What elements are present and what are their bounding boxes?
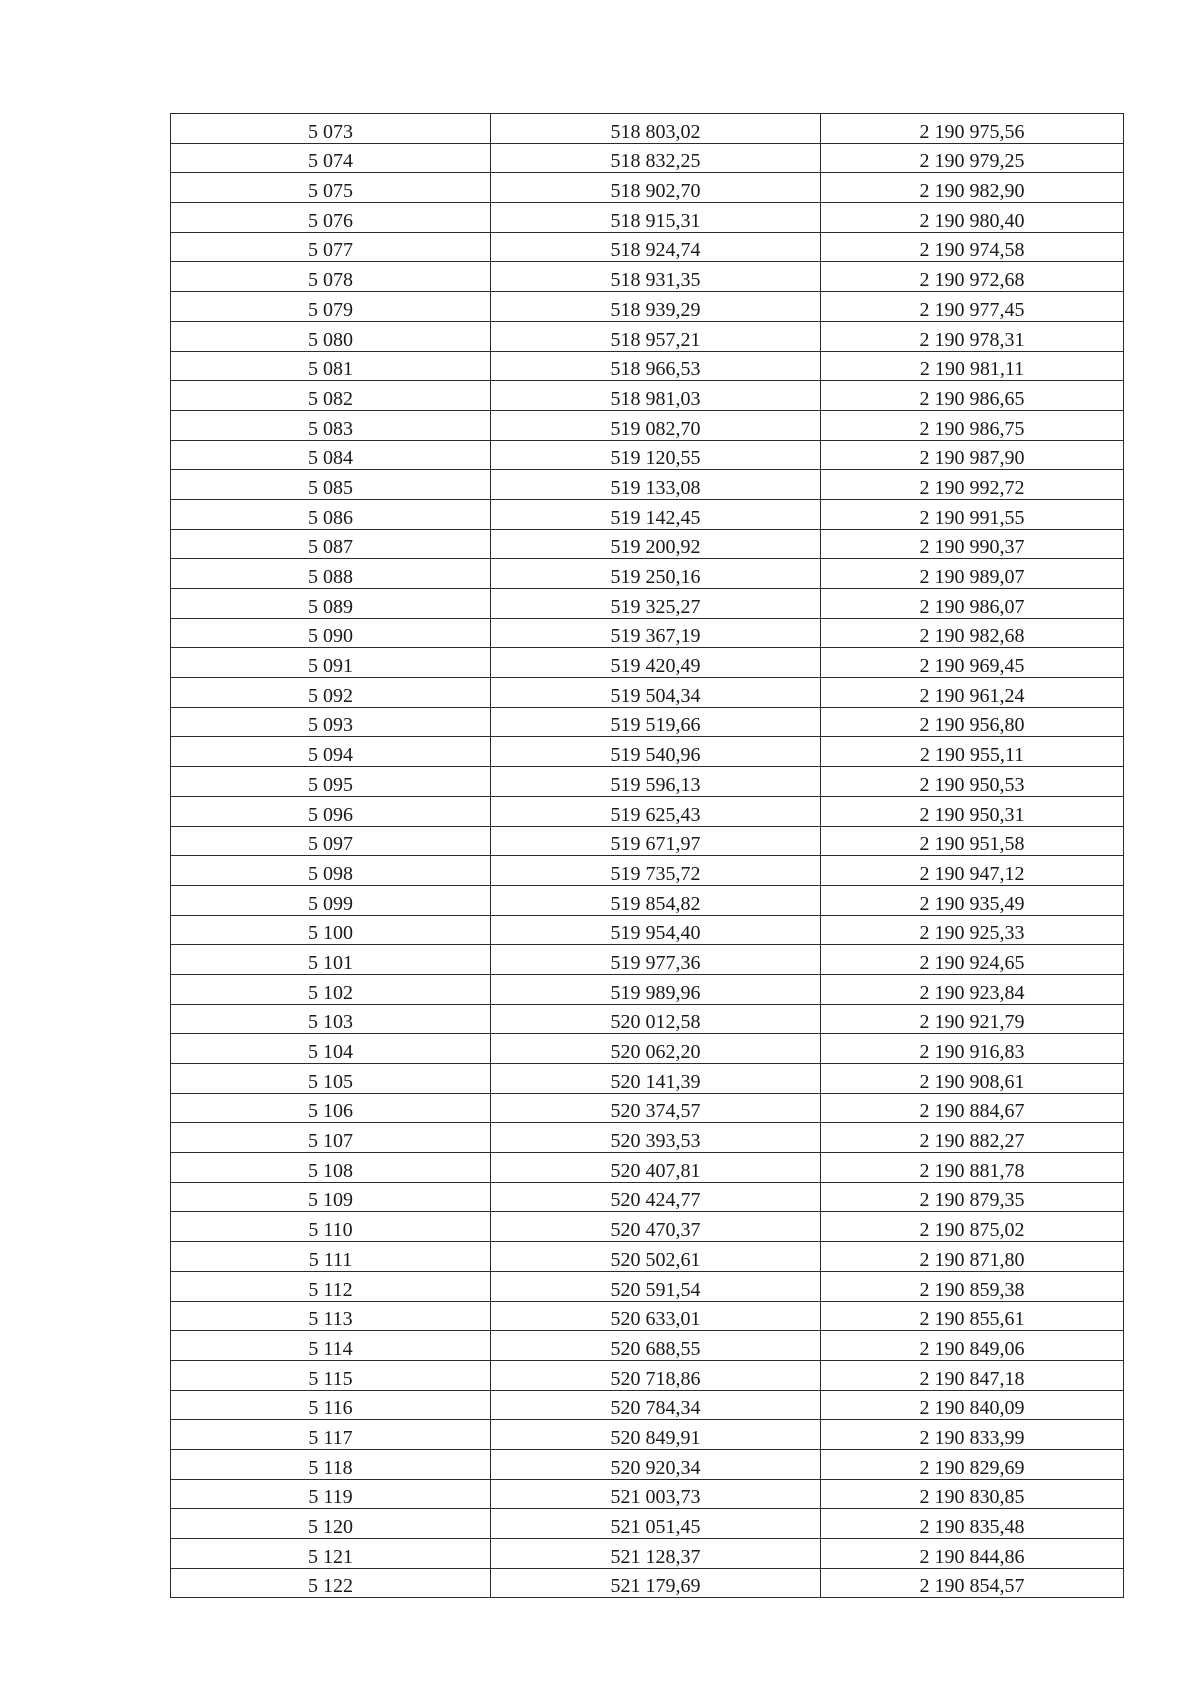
x-coordinate-cell: 518 915,31 [491,203,821,233]
y-coordinate-cell: 2 190 974,58 [821,232,1124,262]
y-coordinate-cell: 2 190 991,55 [821,499,1124,529]
table-row [171,796,1124,826]
y-coordinate-cell: 2 190 961,24 [821,678,1124,708]
table-row [171,767,1124,797]
x-coordinate-cell: 518 957,21 [491,321,821,351]
y-coordinate-cell: 2 190 908,61 [821,1064,1124,1094]
point-number-cell: 5 112 [171,1271,491,1301]
point-number-cell: 5 118 [171,1449,491,1479]
point-number-cell: 5 094 [171,737,491,767]
x-coordinate-cell: 519 325,27 [491,589,821,619]
y-coordinate-cell: 2 190 989,07 [821,559,1124,589]
x-coordinate-cell: 518 981,03 [491,381,821,411]
x-coordinate-cell: 518 966,53 [491,351,821,381]
x-coordinate-cell: 520 920,34 [491,1449,821,1479]
point-number-cell: 5 100 [171,915,491,945]
point-number-cell: 5 074 [171,143,491,173]
x-coordinate-cell: 520 849,91 [491,1420,821,1450]
y-coordinate-cell: 2 190 855,61 [821,1301,1124,1331]
point-number-cell: 5 091 [171,648,491,678]
y-coordinate-cell: 2 190 835,48 [821,1509,1124,1539]
x-coordinate-cell: 520 591,54 [491,1271,821,1301]
x-coordinate-cell: 518 803,02 [491,114,821,144]
y-coordinate-cell: 2 190 982,68 [821,618,1124,648]
point-number-cell: 5 088 [171,559,491,589]
table-row [171,1539,1124,1569]
x-coordinate-cell: 519 989,96 [491,974,821,1004]
table-row [171,589,1124,619]
y-coordinate-cell: 2 190 986,07 [821,589,1124,619]
x-coordinate-cell: 519 854,82 [491,885,821,915]
x-coordinate-cell: 519 519,66 [491,707,821,737]
x-coordinate-cell: 519 367,19 [491,618,821,648]
y-coordinate-cell: 2 190 950,31 [821,796,1124,826]
point-number-cell: 5 113 [171,1301,491,1331]
point-number-cell: 5 106 [171,1093,491,1123]
table-row [171,1301,1124,1331]
x-coordinate-cell: 520 062,20 [491,1034,821,1064]
y-coordinate-cell: 2 190 840,09 [821,1390,1124,1420]
point-number-cell: 5 092 [171,678,491,708]
table-row [171,678,1124,708]
table-row [171,143,1124,173]
point-number-cell: 5 115 [171,1360,491,1390]
table-row [171,826,1124,856]
table-row [171,1182,1124,1212]
table-row [171,1271,1124,1301]
x-coordinate-cell: 520 688,55 [491,1331,821,1361]
point-number-cell: 5 090 [171,618,491,648]
point-number-cell: 5 080 [171,321,491,351]
x-coordinate-cell: 518 939,29 [491,292,821,322]
y-coordinate-cell: 2 190 947,12 [821,856,1124,886]
table-row [171,173,1124,203]
point-number-cell: 5 081 [171,351,491,381]
point-number-cell: 5 102 [171,974,491,1004]
y-coordinate-cell: 2 190 987,90 [821,440,1124,470]
table-row [171,1360,1124,1390]
x-coordinate-cell: 520 470,37 [491,1212,821,1242]
table-row [171,1153,1124,1183]
y-coordinate-cell: 2 190 854,57 [821,1568,1124,1598]
point-number-cell: 5 101 [171,945,491,975]
x-coordinate-cell: 518 832,25 [491,143,821,173]
table-row [171,1093,1124,1123]
y-coordinate-cell: 2 190 875,02 [821,1212,1124,1242]
x-coordinate-cell: 519 671,97 [491,826,821,856]
y-coordinate-cell: 2 190 951,58 [821,826,1124,856]
table-row [171,1449,1124,1479]
table-row [171,203,1124,233]
y-coordinate-cell: 2 190 981,11 [821,351,1124,381]
x-coordinate-cell: 519 420,49 [491,648,821,678]
x-coordinate-cell: 519 977,36 [491,945,821,975]
table-row [171,232,1124,262]
x-coordinate-cell: 519 504,34 [491,678,821,708]
table-row [171,440,1124,470]
point-number-cell: 5 116 [171,1390,491,1420]
x-coordinate-cell: 520 407,81 [491,1153,821,1183]
table-row [171,114,1124,144]
table-row [171,470,1124,500]
coordinates-table [170,113,1124,1598]
table-row [171,321,1124,351]
x-coordinate-cell: 519 200,92 [491,529,821,559]
point-number-cell: 5 084 [171,440,491,470]
y-coordinate-cell: 2 190 921,79 [821,1004,1124,1034]
y-coordinate-cell: 2 190 972,68 [821,262,1124,292]
y-coordinate-cell: 2 190 975,56 [821,114,1124,144]
x-coordinate-cell: 520 424,77 [491,1182,821,1212]
table-row [171,529,1124,559]
x-coordinate-cell: 519 954,40 [491,915,821,945]
y-coordinate-cell: 2 190 829,69 [821,1449,1124,1479]
point-number-cell: 5 110 [171,1212,491,1242]
y-coordinate-cell: 2 190 980,40 [821,203,1124,233]
table-row [171,648,1124,678]
point-number-cell: 5 077 [171,232,491,262]
table-row [171,381,1124,411]
x-coordinate-cell: 520 374,57 [491,1093,821,1123]
table-row [171,1034,1124,1064]
table-row [171,292,1124,322]
table-row [171,1420,1124,1450]
y-coordinate-cell: 2 190 950,53 [821,767,1124,797]
table-row [171,856,1124,886]
point-number-cell: 5 093 [171,707,491,737]
point-number-cell: 5 108 [171,1153,491,1183]
x-coordinate-cell: 521 051,45 [491,1509,821,1539]
table-row [171,1390,1124,1420]
point-number-cell: 5 103 [171,1004,491,1034]
x-coordinate-cell: 519 133,08 [491,470,821,500]
y-coordinate-cell: 2 190 978,31 [821,321,1124,351]
point-number-cell: 5 086 [171,499,491,529]
point-number-cell: 5 089 [171,589,491,619]
y-coordinate-cell: 2 190 924,65 [821,945,1124,975]
point-number-cell: 5 119 [171,1479,491,1509]
y-coordinate-cell: 2 190 849,06 [821,1331,1124,1361]
y-coordinate-cell: 2 190 884,67 [821,1093,1124,1123]
point-number-cell: 5 096 [171,796,491,826]
table-row [171,1331,1124,1361]
y-coordinate-cell: 2 190 990,37 [821,529,1124,559]
point-number-cell: 5 099 [171,885,491,915]
x-coordinate-cell: 519 625,43 [491,796,821,826]
x-coordinate-cell: 519 082,70 [491,410,821,440]
table-row [171,1123,1124,1153]
point-number-cell: 5 109 [171,1182,491,1212]
point-number-cell: 5 121 [171,1539,491,1569]
x-coordinate-cell: 520 784,34 [491,1390,821,1420]
y-coordinate-cell: 2 190 881,78 [821,1153,1124,1183]
y-coordinate-cell: 2 190 830,85 [821,1479,1124,1509]
table-row [171,499,1124,529]
y-coordinate-cell: 2 190 923,84 [821,974,1124,1004]
point-number-cell: 5 076 [171,203,491,233]
x-coordinate-cell: 520 633,01 [491,1301,821,1331]
y-coordinate-cell: 2 190 916,83 [821,1034,1124,1064]
x-coordinate-cell: 520 718,86 [491,1360,821,1390]
point-number-cell: 5 075 [171,173,491,203]
table-row [171,1212,1124,1242]
x-coordinate-cell: 520 141,39 [491,1064,821,1094]
point-number-cell: 5 079 [171,292,491,322]
y-coordinate-cell: 2 190 977,45 [821,292,1124,322]
table-row [171,974,1124,1004]
y-coordinate-cell: 2 190 986,75 [821,410,1124,440]
table-row [171,915,1124,945]
point-number-cell: 5 073 [171,114,491,144]
x-coordinate-cell: 520 393,53 [491,1123,821,1153]
table-row [171,262,1124,292]
y-coordinate-cell: 2 190 982,90 [821,173,1124,203]
point-number-cell: 5 104 [171,1034,491,1064]
table-row [171,1509,1124,1539]
y-coordinate-cell: 2 190 844,86 [821,1539,1124,1569]
y-coordinate-cell: 2 190 882,27 [821,1123,1124,1153]
table-row [171,410,1124,440]
table-row [171,945,1124,975]
x-coordinate-cell: 518 924,74 [491,232,821,262]
table-row [171,885,1124,915]
x-coordinate-cell: 519 250,16 [491,559,821,589]
x-coordinate-cell: 519 540,96 [491,737,821,767]
point-number-cell: 5 097 [171,826,491,856]
y-coordinate-cell: 2 190 859,38 [821,1271,1124,1301]
x-coordinate-cell: 518 931,35 [491,262,821,292]
y-coordinate-cell: 2 190 979,25 [821,143,1124,173]
table-row [171,737,1124,767]
y-coordinate-cell: 2 190 956,80 [821,707,1124,737]
point-number-cell: 5 122 [171,1568,491,1598]
x-coordinate-cell: 520 012,58 [491,1004,821,1034]
point-number-cell: 5 078 [171,262,491,292]
y-coordinate-cell: 2 190 935,49 [821,885,1124,915]
point-number-cell: 5 087 [171,529,491,559]
x-coordinate-cell: 519 596,13 [491,767,821,797]
table-row [171,351,1124,381]
point-number-cell: 5 083 [171,410,491,440]
point-number-cell: 5 095 [171,767,491,797]
table-row [171,1479,1124,1509]
table-row [171,1064,1124,1094]
point-number-cell: 5 111 [171,1242,491,1272]
coordinates-table-body [171,114,1124,1598]
y-coordinate-cell: 2 190 925,33 [821,915,1124,945]
table-row [171,1004,1124,1034]
x-coordinate-cell: 521 179,69 [491,1568,821,1598]
table-row [171,618,1124,648]
point-number-cell: 5 105 [171,1064,491,1094]
y-coordinate-cell: 2 190 879,35 [821,1182,1124,1212]
table-row [171,707,1124,737]
table-row [171,1242,1124,1272]
point-number-cell: 5 098 [171,856,491,886]
point-number-cell: 5 120 [171,1509,491,1539]
x-coordinate-cell: 519 120,55 [491,440,821,470]
y-coordinate-cell: 2 190 986,65 [821,381,1124,411]
table-row [171,1568,1124,1598]
table-row [171,559,1124,589]
point-number-cell: 5 085 [171,470,491,500]
x-coordinate-cell: 519 735,72 [491,856,821,886]
x-coordinate-cell: 521 128,37 [491,1539,821,1569]
point-number-cell: 5 082 [171,381,491,411]
y-coordinate-cell: 2 190 955,11 [821,737,1124,767]
x-coordinate-cell: 518 902,70 [491,173,821,203]
y-coordinate-cell: 2 190 969,45 [821,648,1124,678]
point-number-cell: 5 117 [171,1420,491,1450]
y-coordinate-cell: 2 190 833,99 [821,1420,1124,1450]
x-coordinate-cell: 521 003,73 [491,1479,821,1509]
y-coordinate-cell: 2 190 992,72 [821,470,1124,500]
x-coordinate-cell: 519 142,45 [491,499,821,529]
y-coordinate-cell: 2 190 871,80 [821,1242,1124,1272]
point-number-cell: 5 114 [171,1331,491,1361]
point-number-cell: 5 107 [171,1123,491,1153]
y-coordinate-cell: 2 190 847,18 [821,1360,1124,1390]
x-coordinate-cell: 520 502,61 [491,1242,821,1272]
